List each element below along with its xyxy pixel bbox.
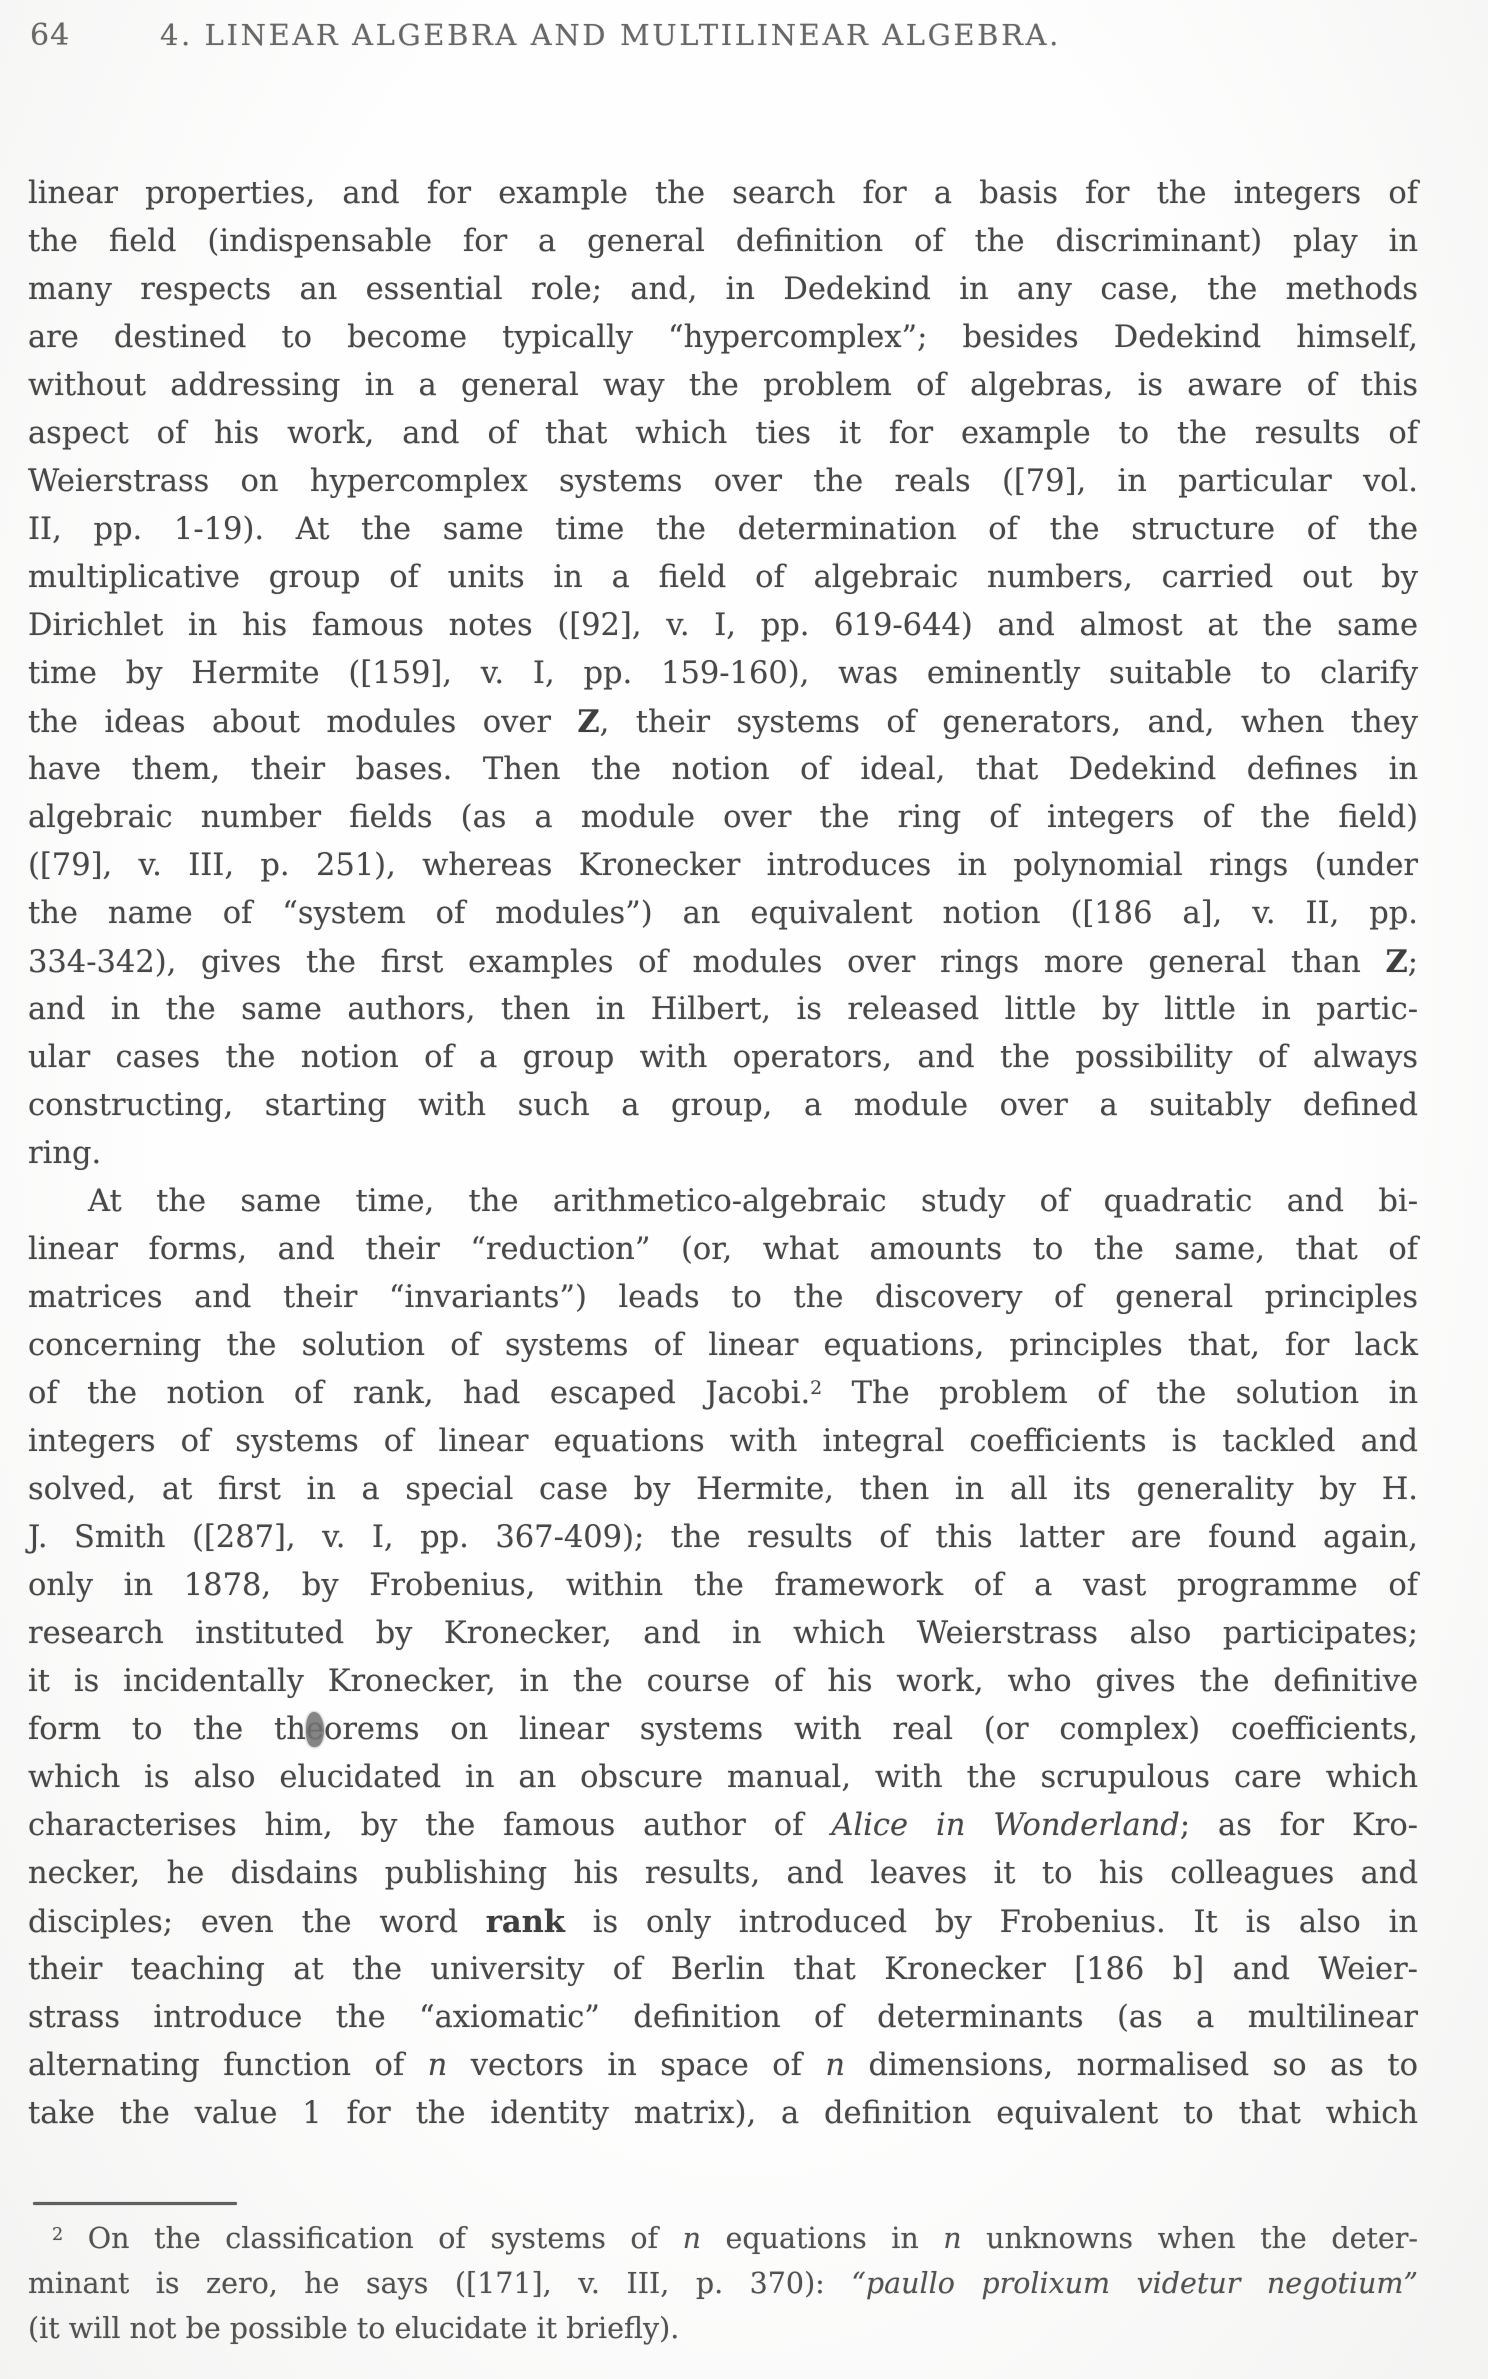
text-line: the name of “system of modules”) an equivalent notion ([186 a], v. II, pp. bbox=[28, 896, 1418, 931]
text-line: ring. bbox=[28, 1136, 102, 1171]
text-line: characterises him, by the famous author of Alice in Wonderland; as for Kro- bbox=[28, 1808, 1418, 1843]
text-line: ([79], v. III, p. 251), whereas Kronecker introduces in polynomial rings (under bbox=[28, 848, 1418, 883]
running-header bbox=[0, 16, 1488, 60]
text-line: integers of systems of linear equations with integral coefficients is tackled and bbox=[28, 1424, 1418, 1459]
text-line: have them, their bases. Then the notion of ideal, that Dedekind defines in bbox=[28, 752, 1418, 787]
text-line: constructing, starting with such a group, a module over a suitably defined bbox=[28, 1088, 1418, 1123]
text-line: II, pp. 1-19). At the same time the determination of the structure of the bbox=[28, 512, 1418, 547]
text-line: it is incidentally Kronecker, in the course of his work, who gives the definitive bbox=[28, 1664, 1418, 1699]
text-line: strass introduce the “axiomatic” definition of determinants (as a multilinear bbox=[28, 2000, 1418, 2035]
chapter-running-title: 4. LINEAR ALGEBRA AND MULTILINEAR ALGEBRA. bbox=[160, 18, 1061, 52]
text-line: solved, at first in a special case by Hermite, then in all its generality by H. bbox=[28, 1472, 1418, 1507]
text-line: research instituted by Kronecker, and in which Weierstrass also participates; bbox=[28, 1616, 1418, 1651]
text-line: aspect of his work, and of that which ties it for example to the results of bbox=[28, 416, 1418, 451]
text-line: the field (indispensable for a general definition of the discriminant) play in bbox=[28, 224, 1418, 259]
text-line: necker, he disdains publishing his results, and leaves it to his colleagues and bbox=[28, 1856, 1418, 1891]
text-line: At the same time, the arithmetico-algebraic study of quadratic and bi- bbox=[88, 1184, 1418, 1219]
text-line: without addressing in a general way the problem of algebras, is aware of this bbox=[28, 368, 1418, 403]
text-line: of the notion of rank, had escaped Jacobi.$^2$ The problem of the solution in bbox=[28, 1376, 1418, 1411]
text-line: only in 1878, by Frobenius, within the framework of a vast programme of bbox=[28, 1568, 1418, 1603]
text-line: 334-342), gives the first examples of modules over rings more general than Z; bbox=[28, 944, 1418, 980]
text-line: minant is zero, he says ([171], v. III, p. 370): “paullo prolixum videtur negotium” bbox=[28, 2267, 1418, 2300]
text-line: alternating function of n vectors in space of n dimensions, normalised so as to bbox=[28, 2048, 1418, 2083]
text-line: matrices and their “invariants”) leads to the discovery of general principles bbox=[28, 1280, 1418, 1315]
text-line: algebraic number fields (as a module over the ring of integers of the field) bbox=[28, 800, 1418, 835]
text-line: their teaching at the university of Berlin that Kronecker [186 b] and Weier- bbox=[28, 1952, 1418, 1987]
body-text bbox=[28, 170, 1418, 2138]
text-line: Weierstrass on hypercomplex systems over the reals ([79], in particular vol. bbox=[28, 464, 1418, 499]
text-line: and in the same authors, then in Hilbert, is released little by little in partic- bbox=[28, 992, 1418, 1027]
paragraph bbox=[28, 170, 1418, 1178]
text-line: concerning the solution of systems of linear equations, principles that, for lack bbox=[28, 1328, 1418, 1363]
text-line: form to the theorems on linear systems with real (or complex) coefficients, bbox=[28, 1712, 1418, 1747]
text-line: Dirichlet in his famous notes ([92], v. I, pp. 619-644) and almost at the same bbox=[28, 608, 1418, 643]
text-line: J. Smith ([287], v. I, pp. 367-409); the results of this latter are found again, bbox=[28, 1520, 1418, 1555]
text-line: disciples; even the word rank is only introduced by Frobenius. It is also in bbox=[28, 1904, 1418, 1940]
text-line: multiplicative group of units in a field of algebraic numbers, carried out by bbox=[28, 560, 1418, 595]
page-number: 64 bbox=[30, 18, 71, 53]
text-line: time by Hermite ([159], v. I, pp. 159-160), was eminently suitable to clarify bbox=[28, 656, 1418, 691]
text-line: are destined to become typically “hypercomplex”; besides Dedekind himself, bbox=[28, 320, 1418, 355]
text-line: linear forms, and their “reduction” (or, what amounts to the same, that of bbox=[28, 1232, 1418, 1267]
text-line: the ideas about modules over Z, their systems of generators, and, when they bbox=[28, 704, 1418, 740]
text-line: many respects an essential role; and, in Dedekind in any case, the methods bbox=[28, 272, 1418, 307]
text-line: (it will not be possible to elucidate it briefly). bbox=[28, 2312, 680, 2345]
footnote bbox=[28, 2216, 1418, 2351]
text-line: which is also elucidated in an obscure manual, with the scrupulous care which bbox=[28, 1760, 1418, 1795]
text-line: $^2$ On the classification of systems of n equations in n unknowns when the deter- bbox=[52, 2222, 1419, 2255]
text-line: ular cases the notion of a group with operators, and the possibility of always bbox=[28, 1040, 1418, 1075]
text-line: linear properties, and for example the search for a basis for the integers of bbox=[28, 176, 1418, 211]
text-line: take the value 1 for the identity matrix), a definition equivalent to that which bbox=[28, 2096, 1418, 2131]
footnote-separator-rule bbox=[33, 2202, 237, 2205]
paragraph bbox=[28, 1178, 1418, 2138]
